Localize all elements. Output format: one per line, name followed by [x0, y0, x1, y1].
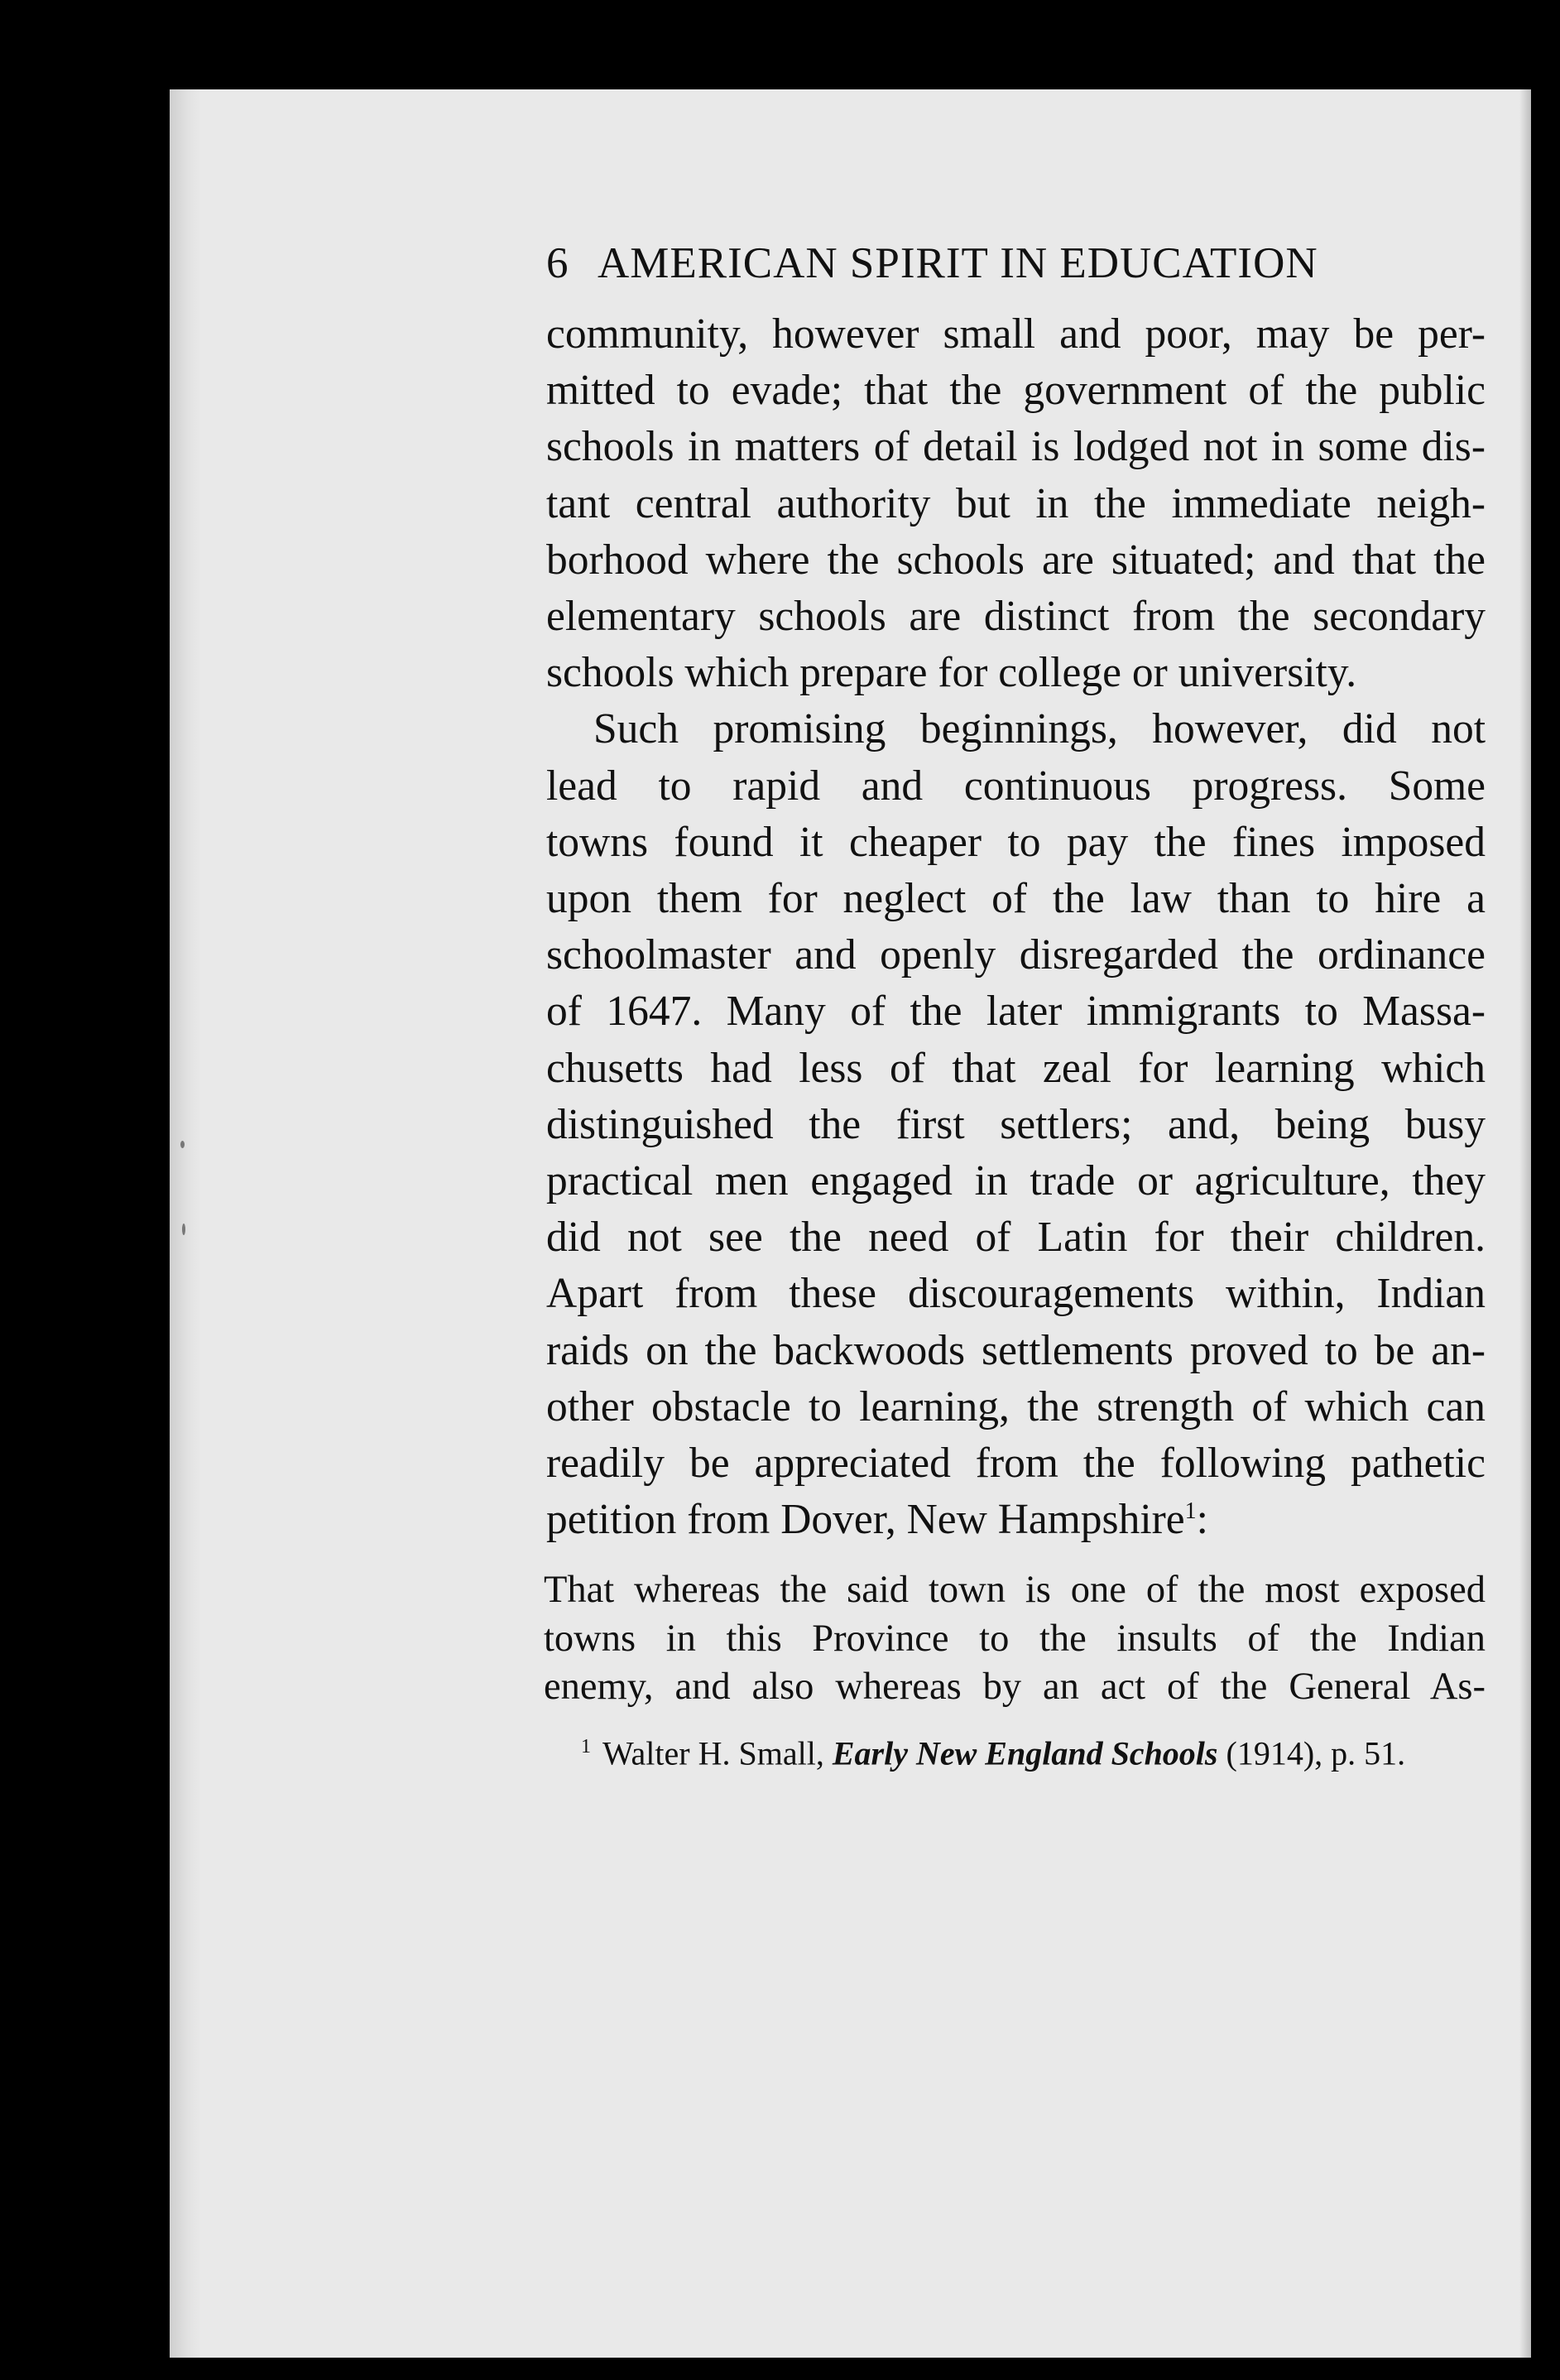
text-line: upon them for neglect of the law than to hire a: [546, 875, 1486, 923]
running-head: [546, 238, 1486, 288]
scan-speck: [180, 1141, 185, 1148]
text-line: [546, 1492, 1486, 1548]
paragraph-1: [546, 306, 1486, 701]
text-line-content: petition from Dover, New Hampshire: [546, 1496, 1185, 1544]
text-line: schools which prepare for college or university.: [546, 649, 1357, 697]
quote-line: That whereas the said town is one of the most exposed: [544, 1569, 1486, 1612]
footnote: [581, 1725, 1486, 1775]
page-text: [546, 238, 1486, 1775]
footnote-marker: 1: [581, 1735, 591, 1757]
text-line-end: :: [1196, 1496, 1208, 1544]
text-line: chusetts had less of that zeal for learning which: [546, 1044, 1486, 1092]
paragraph-2: [546, 701, 1486, 1548]
quote-line: towns in this Province to the insults of the Indian: [544, 1617, 1486, 1660]
text-line: Apart from these discouragements within, Indian: [546, 1270, 1486, 1318]
page-edge-shadow: [1519, 89, 1531, 2358]
text-line: of 1647. Many of the later immigrants to Massa-: [546, 988, 1486, 1036]
quote-line: enemy, and also whereas by an act of the General As-: [544, 1666, 1486, 1709]
text-line: schoolmaster and openly disregarded the ordinance: [546, 931, 1486, 979]
scan-speck: [182, 1224, 185, 1235]
footnote-book-title: Early New England Schools: [832, 1734, 1218, 1772]
text-line: readily be appreciated from the following pathetic: [546, 1440, 1486, 1488]
running-title: AMERICAN SPIRIT IN EDUCATION: [598, 239, 1318, 287]
text-line: tant central authority but in the immediate neigh-: [546, 479, 1486, 527]
text-line: elementary schools are distinct from the secondary: [546, 593, 1486, 641]
text-line: Such promising beginnings, however, did not: [593, 705, 1486, 753]
text-line: raids on the backwoods settlements proved to be an-: [546, 1326, 1486, 1374]
text-line: towns found it cheaper to pay the fines imposed: [546, 818, 1486, 866]
block-quotation: [544, 1566, 1486, 1712]
text-line: borhood where the schools are situated; and that the: [546, 536, 1486, 584]
footnote-citation: (1914), p. 51.: [1226, 1734, 1406, 1772]
text-line: other obstacle to learning, the strength of which can: [546, 1382, 1486, 1430]
page-gutter-shadow: [170, 89, 201, 2358]
text-line: practical men engaged in trade or agriculture, they: [546, 1157, 1486, 1205]
text-line: did not see the need of Latin for their children.: [546, 1214, 1486, 1262]
text-line: lead to rapid and continuous progress. Some: [546, 762, 1486, 810]
text-line: community, however small and poor, may be per-: [546, 310, 1486, 358]
page-number: 6: [546, 239, 569, 287]
footnote-reference: 1: [1184, 1498, 1197, 1525]
text-line: distinguished the first settlers; and, being busy: [546, 1100, 1486, 1148]
footnote-author: Walter H. Small,: [602, 1734, 824, 1772]
text-line: mitted to evade; that the government of the public: [546, 367, 1486, 415]
text-line: schools in matters of detail is lodged not in some dis-: [546, 423, 1486, 471]
